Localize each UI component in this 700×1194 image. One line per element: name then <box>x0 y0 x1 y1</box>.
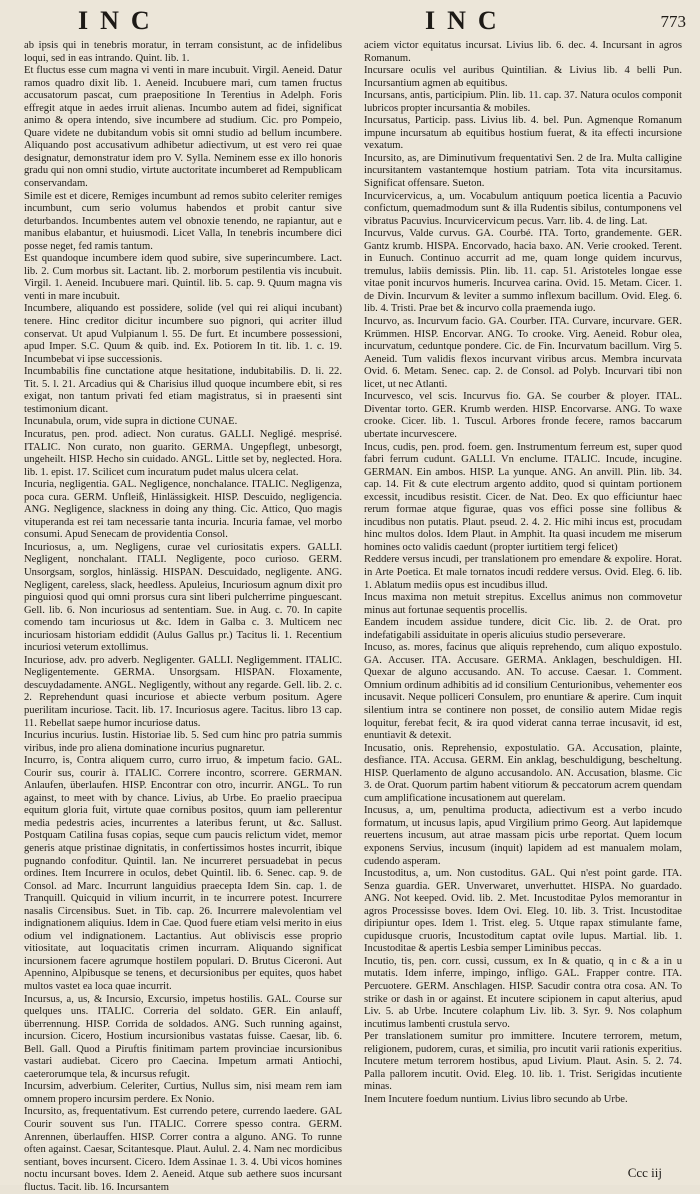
entry-paragraph: Incursito, as, are Diminutivum frequentativi Sen. 2 de Ira. Multa calligine incursitantem vastantemque hostium patriam. Tota vita incursitamus. Significat offensare. Sueton. <box>364 152 682 190</box>
entry-paragraph: Et fluctus esse cum magna vi venti in mare incubuit. Virgil. Aeneid. Datur ramos quadro dixit lib. 1. Aeneid. Incubuere mari, cum tamen fructus accusatorum pascat, cum praepositione In Terentius in Adelph. Foris effregit atque in aedes irruit alienas. Incumbo autem ad fidei, significat animo & opera intendo, sive incumbere ad studium. Cic. pro Pompeio, Quare videte ne dubitandum vobis sit omni studio ad bellum incumbere. Aliquando post accusativum adhibetur adiectivum, ut est vero rei quae designatur, demonstratur idem pro V. Sylla. Neminem esse ex illo honoris gradu qui non omni studio, virtute auctoritate incumberet ad Rempublicam conservandam. <box>24 65 342 190</box>
entry-paragraph: Incuso, as. mores, facinus que aliquis reprehendo, cum aliquo expostulo. GA. Accuser. ITA. Accusare. GERMA. Anklagen, beschuldigen. HI. Quexar de alguno accusando. AN. To accuse. Caesar. 1. Comment. Omnium ordinum adhibitis ad id consilium Centurionibus, vehementer eos incusavit. Neque polliceri Consulem, pro enuntiare & aperire. Cum inquit silentium intra se continere non posset, de consilio autem Midae regis loquitur, ferebat fecit, & ira quod viderat canna terrae incusavit, id est, enuntiavit & detexit. <box>364 642 682 742</box>
entry-paragraph: Incumbabilis fine cunctatione atque hesitatione, indubitabilis. D. li. 22. Tit. 5. l. 21. Arcadius qui & Charisius illud quoque incumbere ebit, si res exigat, non tantum privati fed etiam magistratus, si in praesenti sint testimonium dicant. <box>24 366 342 415</box>
page-header <box>0 6 700 36</box>
right-column <box>364 40 682 1135</box>
entry-paragraph: Incurvesco, vel scis. Incurvus fio. GA. Se courber & ployer. ITAL. Diventar torto. GER. Krumb werden. HISP. Encorvarse. ANG. To waxe crooke. Cicer. lib. 1. Tuscul. Arbores fronde fecere, ramos baccarum ubertate incurvescere. <box>364 391 682 440</box>
signature-mark: Ccc iij <box>627 1165 662 1180</box>
entry-paragraph: Incuratus, pen. prod. adiect. Non curatus. GALLI. Negligé. mesprisé. ITALIC. Non curato, non guarito. GERMA. Ungepflegt, unbesorgt, ungeheilt. HISP. Hecho sin cuidado. ANGL. Little set by, neglected. Hora. lib. 1. epist. 17. Scilicet cum incuratum pudet malus ulcera celat. <box>24 428 342 478</box>
entry-paragraph: Incuria, negligentia. GAL. Negligence, nonchalance. ITALIC. Negligenza, poca cura. GERM. Unfleiß, Hinlässigkeit. HISP. Descuido, negligencia. ANG. Negligence, slackness in doing any thing. Cic. Attico, Quo magis vituperanda est rei tam necessarie tanta incuria. Incuria famae, vel morbo consumi. Apud Senecam de providentia Consol. <box>24 479 342 541</box>
entry-paragraph: Incumbere, aliquando est possidere, solide (vel qui rei aliqui incubant) tenere. Hinc creditor dicitur incumbere suo pignori, qui acriter illud conservat. Ut apud Vulpianum l. 55. De furt. Et incumbere possessioni, apud Imper. S.C. Quum & quib. ind. Ex. Potiorem In tit. lib. 1. c. 19. Incumbebat vi ipse successionis. <box>24 303 342 365</box>
left-column <box>24 40 342 1193</box>
entry-paragraph: Incurius incurius. Iustin. Historiae lib. 5. Sed cum hinc pro patria summis viribus, inde pro aliena dominatione incurius pugnaretur. <box>24 730 342 754</box>
entry-paragraph: Per translationem sumitur pro immittere. Incutere terrorem, metum, religionem, pudorem, curas, et similia, pro incutit varii rationis experitius. Incutere metum terrorem hostibus, apud Livium. Plaut. Asin. 5. 2. 74. Palla pallorem incutit. Ovid. Eleg. 10. lib. 1. Trist. Serigidas incutiente minas. <box>364 1031 682 1093</box>
page-number: 773 <box>660 12 686 31</box>
header-left-word: INC <box>78 6 162 35</box>
entry-paragraph: Simile est et dicere, Remiges incumbunt ad remos subito celeriter remiges incumbunt, cum serio volumus habendos et probit cantur sive deturbandos. Incumbentes autem vel obnoxie tenendo, ne rapiantur, aut e manibus elabantur, et huiusmodi. Licet Valla, In tenebris incumbere dici posse neget, fed ramis tantum. <box>24 190 342 252</box>
entry-paragraph: Incursim, adverbium. Celeriter, Curtius, Nullus sim, nisi meam rem iam omnem propero incursim perdere. Ex Nonio. <box>24 1081 342 1105</box>
entry-paragraph: Inem Incutere foedum nuntium. Livius libro secundo ab Urbe. <box>364 1093 628 1105</box>
entry-paragraph: Incursatus, Particip. pass. Livius lib. 4. bel. Pun. Agmenque Romanum impune incursatum ab equitibus hostium fuerat, & ita effecti incursione vexatum. <box>364 115 682 152</box>
entry-paragraph: Incursito, as, frequentativum. Est currendo petere, currendo laedere. GAL Courir souvent sus l'un. ITALIC. Correre spesso contra. GERM. Anrennen, überlauffen. HISP. Correr contra a alguno. ANG. To runne often against. Caesar, Scitantesque. Plaut. Aulul. 2. 4. Nam nec mordicibus sentiant, boves incursent. Cicero. Idem Assinae 1. 3. 4. Ubi vicos homines noctu incursant boves. Idem 2. Aeneid. Atque sub aethere suos incursant fluctus. Tacit. lib. 16. Incursantem <box>24 1106 342 1193</box>
entry-paragraph: Reddere versus incudi, per translationem pro emendare & expolire. Horat. in Arte Poetica. Et male tornatos incudi reddere versus. Ovid. Eleg. 6. lib. 1. Ablatum mediis opus est incudibus illud. <box>364 554 682 591</box>
entry-paragraph: Incuriosus, a, um. Negligens, curae vel curiositatis expers. GALLI. Negligent, nonchalant. ITALI. Negligente, poco curioso. GERM. Unsorgsam, sorglos, hinlässig. HISPAN. Descuidado, negligente. ANG. Negligent, careless, slack, heedless. Apuleius, Incuriosum agnum dixit pro pinguiosi quod qui omni prorsus cura sint liberi pulcherrime pinguescant. Gell. lib. 6. Non incuriosus ad sententiam. Sue. in Aug. c. 70. In capite comendo tam incuriosus ut &c. Idem in Galba c. 3. Multicem nec incuriosam historiam eddidit (Aulus Gallus pr.) Tacitus li. 1. Recentium incuriosi veterum extollimus. <box>24 541 342 654</box>
entry-paragraph: Incus, cudis, pen. prod. foem. gen. Instrumentum ferreum est, super quod fabri ferrum cudunt. GALLI. Vn enclume. ITALIC. Incude, incugine. GERMAN. Ein ambos. HISP. La yunque. ANG. An anvill. Plin. lib. 34. cap. 14. Fit & cute electrum argento addito, quod si quintam portionem excessit, incudibus resistit. Cicer. de Nat. Deo. Ex quo efficiuntur haec rerum formae atque figurae, quas vos effici posse sine follibus & incudibus non putatis. Plaut. pseud. 2. 4. 2. Hic mihi incus est, procudam hinc multos dolos. Idem Plaut. in Amphit. Ita quasi incudem me miserum homines octo validis caedunt (propter iurtitiem tergi felicet) <box>364 441 682 553</box>
entry-paragraph: Incursans, antis, participium. Plin. lib. 11. cap. 37. Natura oculos componit lubricos propter incursantia & mobiles. <box>364 90 682 114</box>
entry-paragraph: Incurvicervicus, a, um. Vocabulum antiquum poetica licentia a Pacuvio confictum, quemadmodum sunt & illa Rudentis sibilus, contumponens vel vibratus Pacuvius. Incurvicervicum pecus. Varr. lib. 4. de ling. Lat. <box>364 190 682 227</box>
entry-paragraph: aciem victor equitatus incursat. Livius lib. 6. dec. 4. Incursant in agros Romanum. <box>364 40 682 64</box>
entry-paragraph: Incunabula, orum, vide supra in dictione CUNAE. <box>24 416 238 428</box>
entry-paragraph: Eandem incudem assidue tundere, dicit Cic. lib. 2. de Orat. pro indefatigabili assiduitate in operis alicuius studio perseverare. <box>364 617 682 641</box>
header-right-word: INC <box>425 6 509 35</box>
entry-paragraph: Incurvo, as. Incurvum facio. GA. Courber. ITA. Curvare, incurvare. GER. Krümmen. HISP. Encorvar. ANG. To crooke. Virg. Aeneid. Robur olea, incurvatum, ceduntque pondere. Cic. de Fin. Incurvatum bacillum. Virg 5. Aeneid. Tum validis flexos incurvant viribus arcus. Membra incurvata Ovid. 6. Metam. Senec. cap. 2. de Consol. ad Polyb. Incurvari tibi non licet, ut nec Atlanti. <box>364 316 682 390</box>
entry-paragraph: Incurvus, Valde curvus. GA. Courbé. ITA. Torto, grandemente. GER. Gantz krumb. HISPA. Encorvado, hacia baxo. AN. Verie crooked. Terent. in Eunuch. Continuo accurrit ad me, quam longe quidem incurvus, tremulus, labiis demissis. Plin. lib. 11. cap. 51. Aristoteles longae esse vitae ponit incurvos humeris. Incurvea carina. Ovid. 15. Metam. Cicer. 1. de Divin. Incurvum & leviter a summo inflexum bacillum. Ovid. Eleg. 6. lib. 4. Tristi. Prae bet & incurvo colla praemenda iugo. <box>364 228 682 315</box>
entry-paragraph: Incursare oculis vel auribus Quintilian. & Livius lib. 4 belli Pun. Incursantium agmen ab equitibus. <box>364 65 682 89</box>
entry-paragraph: Incurro, is, Contra aliquem curro, curro irruo, & impetum facio. GAL. Courir sus, courir à. ITALIC. Correre incontro, scorrere. GERMAN. Anlaufen, überlaufen. HISP. Encontrar con otro, incurrir. ANGL. To run against, to meet with by chance. Livius, ab Urbe. Eo praelio praecipua equitum gloria fuit, virtute quae cornibus positos, quum iam pellerentur media pedestris acies, incurrentes a lateribus ferunt, ut &c. Sallust. Postquam Catilina fusas copias, seque cum paucis relictum videt, memor generis atque pristinae dignitatis, in confertissimos hostes incurrit, ibique pugnando confoditur. Quintil. lan. Ne incurreret persuadebat in pecus ordines. Item Incurrere in oculos, debet Quintil. lib. 6. Senec. cap. 9. de Consol. ad Marc. Incurrunt languidius praecepta Idem Sin. cap. 1. de Tranquill. Quicquid in vilium incurrit, in te incurrere potest. Incurrere nasalis Circensibus. Suet. in Tib. cap. 26. Incurrere malevolentiam vel indignationem aliquius. Idem in Cae. Quod fuere etiam velsi merito in eius odium vel indignationem. Lactantius. Aut obliviscis esse proprio vitiositate, aut loquacitatis crimen incurram. Aliquando significat incursionem facere agrumque hostilem populari. D. Brutus Ciceroni. Aut Apennino, Alpibusque se tenens, et decursionibus per equites, quos habet multos vastet ea loca quae incurrit. <box>24 755 342 993</box>
entry-paragraph: Est quandoque incumbere idem quod subire, sive superincumbere. Lact. lib. 2. Cum morbus sit. Lactant. lib. 2. morborum pestilentia vis incubuit. Virgil. 1. Aeneid. Incubuere mari. Quintil. lib. 5. cap. 9. Quum magna vis venti in mare incubuit. <box>24 253 342 302</box>
entry-paragraph: Incutio, tis, pen. corr. cussi, cussum, ex In & quatio, q in c & a in u mutatis. Idem inferre, impingo, infligo. GAL. Frapper contre. ITA. Percuotere. GERM. Anschlagen. HISP. Sacudir contra otra cosa. AN. To strike or dash in or against. Et incutere scipionem in caput alterius, apud Liv. 5. ab Urbe. Incutere colaphum Liv. lib. 3. Syr. 9. Nos colaphum incutimus lambenti crustula servo. <box>364 955 682 1030</box>
entry-paragraph: Incuriose, adv. pro adverb. Negligenter. GALLI. Negligemment. ITALIC. Negligentemente. GERMA. Unsorgsam. HISPAN. Floxamente, descuydadamente. ANGL. Negligently, without any regarde. Gell. lib. 2. c. 2. Reprehendunt quasi incuriose et abiecte verbum positum. Agere puerilitam incuriose. Tacit. lib. 17. Incuriosus agere. Tacitus. libro 13 cap. 11. Rebellat saepe humor incuriose datus. <box>24 654 342 729</box>
entry-paragraph: Incursus, a, us, & Incursio, Excursio, impetus hostilis. GAL. Course sur quelques uns. ITALIC. Correria del soldato. GER. Ein anlauff, überrennung. HISP. Corrida de soldados. ANG. Such running against, incursion. Cicero, Hostium incursionibus vastatas fuisse. Caesar, lib. 6. Bell. Gall. Quod a Piruftis finitimam partem provinciae incursionibus vastari audiebat. Cicero pro Caecina. Impetum armati Antiochi, caeterorumque tela, & incursus refugit. <box>24 993 342 1080</box>
entry-paragraph: Incustoditus, a, um. Non custoditus. GAL. Qui n'est point garde. ITA. Senza guardia. GER. Unverwaret, unverhuttet. HISPA. No guardado. ANG. Not keeped. Ovid. lib. 2. Met. Incustoditae Pylos memorantur in agros Processisse boves. Idem Ovi. Eleg. 10. lib. 3. Trist. Incustoditae diripiuntur opes. Idem 1. Trist. eleg. 5. Utque rapax stimulante fame, cupidusque cruoris, Incustoditum captat ovile lupus. Martial. lib. 1. Incustoditae & apertis Lesbia semper Liminibus peccas. <box>364 868 682 955</box>
entry-paragraph: ab ipsis qui in tenebris moratur, in terram consistunt, ac de infidelibus loqui, sed in eas intrando. Quint. lib. 1. <box>24 40 342 64</box>
entry-paragraph: Incus maxima non metuit strepitus. Excellus animus non commovetur minus aut fortunae sequentis procellis. <box>364 592 682 616</box>
entry-paragraph: Incusatio, onis. Reprehensio, expostulatio. GA. Accusation, plainte, desfiance. ITA. Accusa. GERM. Ein anklag, beschuldigung, bescheltung. HISP. Querlamento de alguno accusandolo. AN. Accusation, blasme. Cic 3. de Orat. Quorum partim habent vitiorum & peccatorum acrem quendam cum amplificatione incusationem aut querelam. <box>364 742 682 804</box>
entry-paragraph: Incusus, a, um, penultima producta, adiectivum est a verbo incudo formatum, ut incusus lapis, apud Virgilium primo Georg. Aut lapidemque reuertens incusum, aut atrae massam picis urbe reportat. Quem locum exponens Servius, incusum (inquit) lapidem ad est manualem molam, cudendo asperam. <box>364 805 682 867</box>
